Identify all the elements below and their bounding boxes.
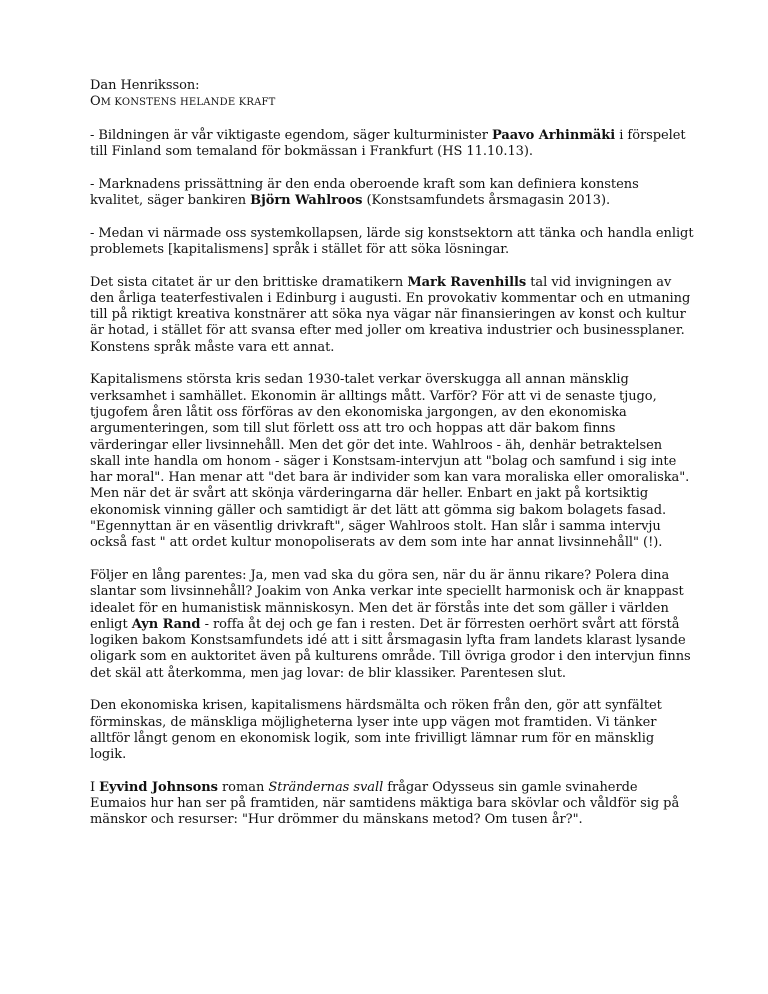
paragraph xyxy=(90,275,694,356)
text-run: tal vid invigningen av den årliga teaterfestivalen i Edinburg i augusti. En provokativ kommentar och en utmaning till på riktigt kreativa konstnärer att söka nya vägar när finansieringen av konst och kultur är hotad, i stället för att svansa efter med joller om kreativa industrier och businessplaner. Konstens språk måste vara ett annat. xyxy=(90,274,691,355)
person-name: Paavo Arhinmäki xyxy=(491,127,616,143)
person-name: Mark Ravenhills xyxy=(407,274,527,290)
text-run: Följer en lång parentes: Ja, men vad ska du göra sen, när du är ännu rikare? Polera dina slantar som livsinnehåll? Joakim von Anka verkar inte speciellt harmonisk och är knappast idealet för en humanistisk människosyn. Men det är förstås inte det som gäller i världen enligt xyxy=(90,567,684,632)
text-run: (Konstsamfundets årsmagasin 2013). xyxy=(362,193,611,209)
text-run: Den ekonomiska krisen, kapitalismens härdsmälta och röken från den, gör att synfältet förminskas, de mänskliga möjligheterna lyser inte upp vägen mot framtiden. Vi tänker alltför långt genom en ekonomisk logik, som inte frivilligt lämnar rum för en mänsklig logik. xyxy=(90,698,662,763)
paragraph xyxy=(90,226,694,259)
author-line: Dan Henriksson: xyxy=(90,78,200,93)
title-rest: M KONSTENS HELANDE KRAFT xyxy=(100,97,276,109)
paragraph xyxy=(90,128,694,161)
text-run: roman xyxy=(217,779,269,795)
text-run: - Marknadens prissättning är den enda oberoende kraft som kan definiera konstens kvalitet, säger bankiren xyxy=(90,176,639,209)
paragraph xyxy=(90,780,694,829)
person-name: Ayn Rand xyxy=(131,616,201,632)
book-title: Strändernas svall xyxy=(268,779,384,795)
text-run: i förspelet till Finland som temaland för bokmässan i Frankfurt (HS 11.10.13). xyxy=(90,127,686,160)
paragraph xyxy=(90,698,694,763)
text-run: - roffa åt dej och ge fan i resten. Det är förresten oerhört svårt att förstå logiken bakom Konstsamfundets idé att i sitt årsmagasin lyfta fram landets klarast lysande oligark som en auktoritet även på kulturens område. Till övriga grodor i den intervjun finns det skäl att återkomma, men jag lovar: de blir klassiker. Parentesen slut. xyxy=(90,616,691,681)
text-run: Kapitalismens största kris sedan 1930-talet verkar överskugga all annan mänsklig verksamhet i samhället. Ekonomin är alltings mått. Varför? För att vi de senaste tjugo, tjugofem åren låtit oss förföras av den ekonomiska jargongen, av den ekonomiska argumenteringen, som till slut förlett oss att tro och hoppas att där bakom finns värderingar eller livsinnehåll. Men det gör det inte. Wahlroos - äh, denhär betraktelsen skall inte handla om honom - säger i Konstsam-intervjun att "bolag och samfund i sig inte har moral". Han menar att "det bara är individer som kan vara moraliska eller omoraliska". Men när det är svårt att skönja värderingarna där heller. Enbart en jakt på kortsiktig ekonomisk vinning gäller och samtidigt är det lätt att gömma sig bakom bolagets fasad. "Egennyttan är en väsentlig drivkraft", säger Wahlroos stolt. Han slår i samma intervju också fast " att ordet kultur monopoliserats av dem som inte har annat livsinnehåll" (!). xyxy=(90,372,690,551)
text-run: Det sista citatet är ur den brittiske dramatikern xyxy=(90,274,408,290)
article-title xyxy=(90,94,694,111)
text-run: frågar Odysseus sin gamle svinaherde Eumaios hur han ser på framtiden, när samtidens mäktiga bara skövlar och våldför sig på mänskor och resurser: "Hur drömmer du mänskans metod? Om tusen år?". xyxy=(90,779,680,828)
title-initial: O xyxy=(90,94,101,110)
text-run: - Medan vi närmade oss systemkollapsen, lärde sig konstsektorn att tänka och handla enligt problemets [kapitalismens] språk i stället för att söka lösningar. xyxy=(90,225,694,257)
paragraph xyxy=(90,568,694,682)
paragraph xyxy=(90,177,694,210)
text-run: I xyxy=(90,779,100,795)
document-page xyxy=(90,78,694,845)
text-run: - Bildningen är vår viktigaste egendom, säger kulturminister xyxy=(90,127,492,143)
person-name: Björn Wahlroos xyxy=(250,193,363,209)
paragraph xyxy=(90,372,694,551)
person-name: Eyvind Johnsons xyxy=(99,779,218,795)
